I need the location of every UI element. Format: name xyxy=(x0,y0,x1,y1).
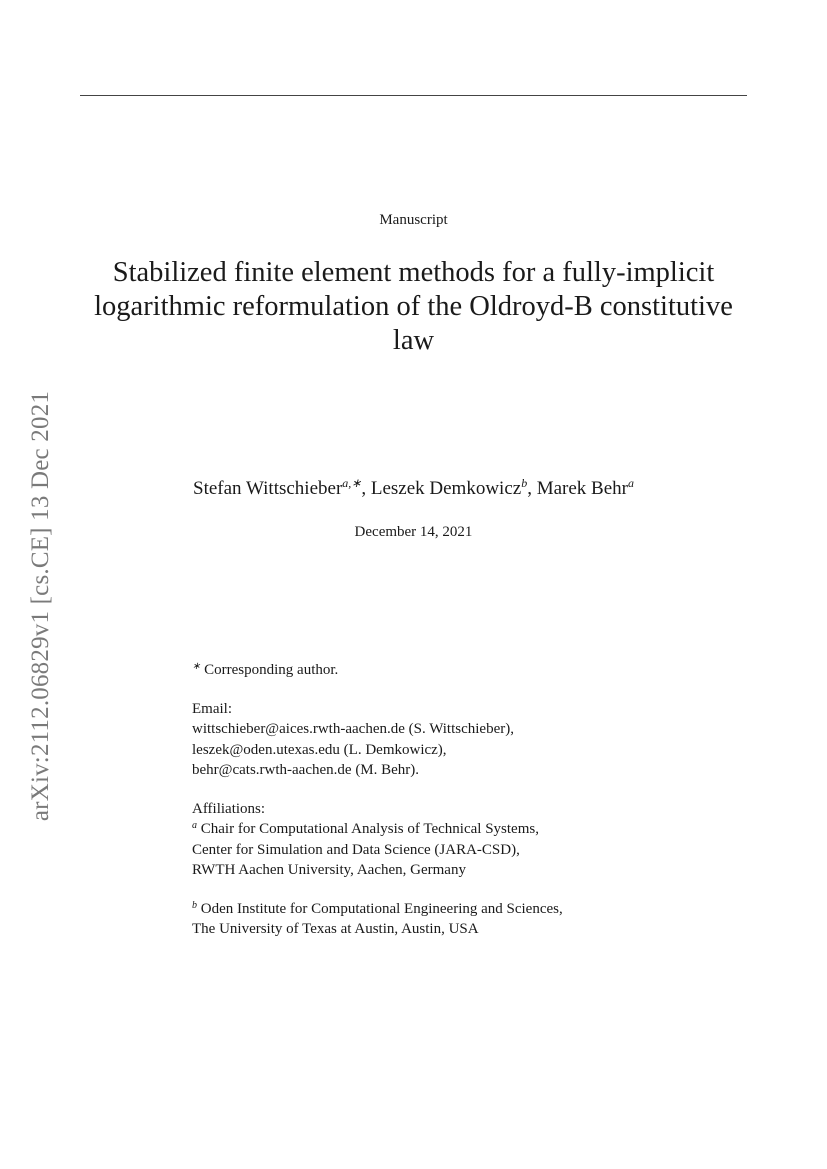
paper-title xyxy=(80,256,747,358)
title-line-2: logarithmic reformulation of the Oldroyd-B constitutive xyxy=(94,291,733,322)
header-rule xyxy=(80,95,747,96)
author-list xyxy=(0,478,827,500)
affiliation-mark: b xyxy=(192,899,197,911)
email-line: leszek@oden.utexas.edu (L. Demkowicz), xyxy=(192,741,447,758)
paper-date: December 14, 2021 xyxy=(354,524,473,540)
author-name: Leszek Demkowicz xyxy=(370,478,522,499)
author-affiliation-mark: a xyxy=(627,476,634,490)
author-separator: , xyxy=(361,478,371,499)
manuscript-label: Manuscript xyxy=(379,212,448,228)
title-line-1: Stabilized finite element methods for a fully-implicit xyxy=(112,257,715,288)
affiliation-a-line: $^a$ Chair for Computational Analysis of Technical Systems, xyxy=(192,820,539,837)
author-separator: , xyxy=(527,478,537,499)
affiliations-heading: Affiliations: xyxy=(192,800,266,817)
affiliation-mark: a xyxy=(192,820,197,831)
arxiv-identifier-stamp[interactable]: arXiv:2112.06829v1 [cs.CE] 13 Dec 2021 xyxy=(27,390,54,822)
footnote-mark: ∗ xyxy=(192,661,201,672)
corresponding-author-note: ∗ Corresponding author. xyxy=(192,661,339,678)
footnotes-block xyxy=(192,660,712,940)
author-name: Stefan Wittschieber xyxy=(193,478,343,499)
author-name: Marek Behr xyxy=(536,478,628,499)
email-heading: Email: xyxy=(192,700,232,717)
title-line-3: law xyxy=(392,325,435,356)
author-affiliation-mark: b xyxy=(521,476,528,490)
email-line: wittschieber@aices.rwth-aachen.de (S. Wittschieber), xyxy=(192,721,514,737)
affiliation-a-line: RWTH Aachen University, Aachen, Germany xyxy=(192,862,466,878)
author-affiliation-mark: a,∗ xyxy=(342,476,362,490)
email-line: behr@cats.rwth-aachen.de (M. Behr). xyxy=(192,762,420,778)
affiliation-b-line: The University of Texas at Austin, Austin, USA xyxy=(192,921,479,937)
affiliation-a-line: Center for Simulation and Data Science (JARA-CSD), xyxy=(192,841,520,858)
affiliation-b-line: $^b$ Oden Institute for Computational Engineering and Sciences, xyxy=(192,899,563,917)
